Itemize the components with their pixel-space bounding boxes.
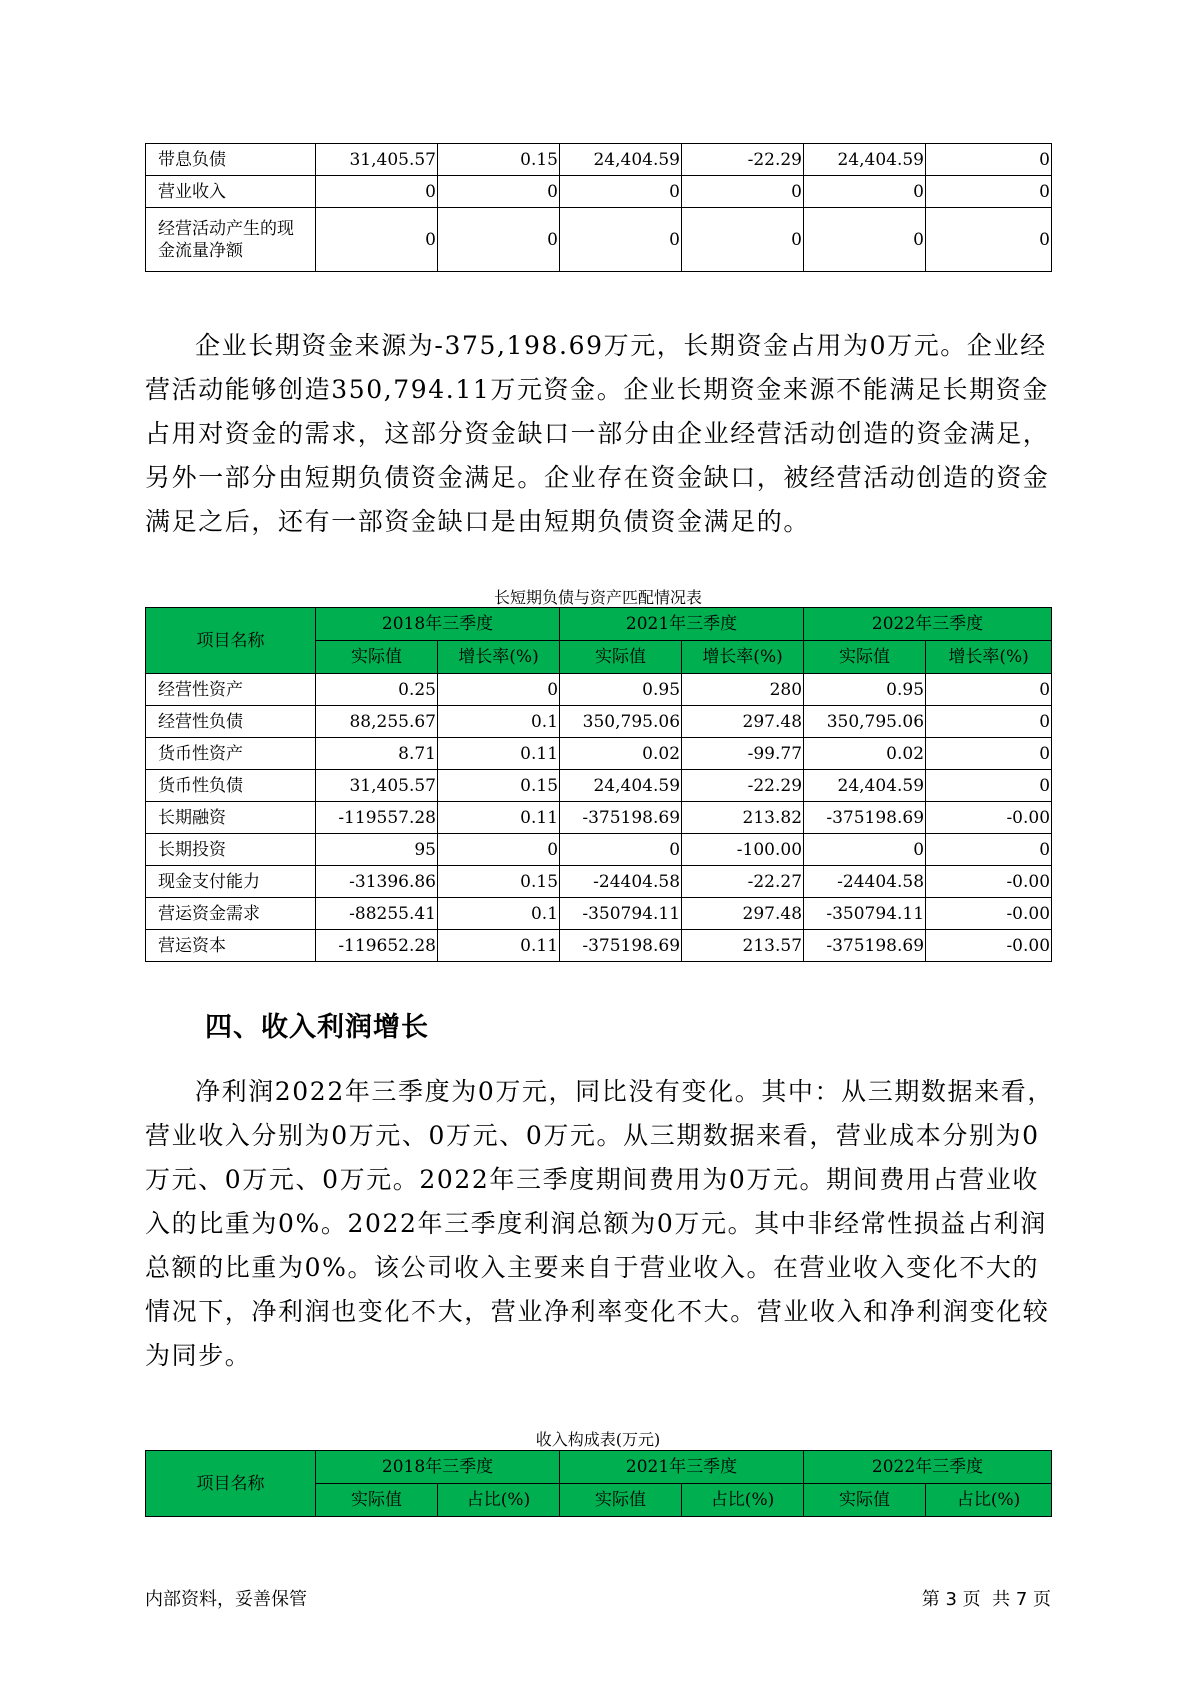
cell: -22.29: [682, 144, 804, 176]
cell: 0: [926, 176, 1052, 208]
row-name: 长期融资: [146, 802, 316, 834]
cell: 0.25: [316, 674, 438, 706]
table-row: [146, 898, 1052, 930]
table-row: [146, 706, 1052, 738]
income-table: [145, 1450, 1052, 1517]
header-period: 2021年三季度: [560, 608, 804, 641]
cell: 0: [926, 770, 1052, 802]
cell: 297.48: [682, 706, 804, 738]
cell: 0: [926, 144, 1052, 176]
header-share: 占比(%): [682, 1484, 804, 1517]
cell: -99.77: [682, 738, 804, 770]
cell: -88255.41: [316, 898, 438, 930]
header-actual: 实际值: [560, 1484, 682, 1517]
cell: 0.02: [804, 738, 926, 770]
header-actual: 实际值: [560, 641, 682, 674]
row-name: 货币性资产: [146, 738, 316, 770]
cell: 0: [926, 706, 1052, 738]
table-header-row: [146, 1451, 1052, 1484]
cell: 0: [804, 176, 926, 208]
cell: 0.95: [560, 674, 682, 706]
header-actual: 实际值: [804, 1484, 926, 1517]
cell: 0: [438, 834, 560, 866]
header-period: 2018年三季度: [316, 1451, 560, 1484]
cell: 24,404.59: [804, 144, 926, 176]
header-share: 占比(%): [438, 1484, 560, 1517]
cell: 0.15: [438, 866, 560, 898]
header-period: 2022年三季度: [804, 1451, 1052, 1484]
footer-confidential: 内部资料，妥善保管: [145, 1589, 307, 1610]
cell: 0: [438, 674, 560, 706]
table-row: [146, 176, 1052, 208]
table-header-row: [146, 608, 1052, 641]
cell: -119652.28: [316, 930, 438, 962]
cell: -350794.11: [804, 898, 926, 930]
matching-table: [145, 607, 1052, 962]
cell: 0: [926, 208, 1052, 272]
row-name: 经营活动产生的现金流量净额: [146, 208, 316, 272]
row-name: 经营性资产: [146, 674, 316, 706]
cell: 24,404.59: [804, 770, 926, 802]
paragraph-income: 净利润2022年三季度为0万元，同比没有变化。其中：从三期数据来看，营业收入分别为0万元、0万元、0万元。从三期数据来看，营业成本分别为0万元、0万元、0万元。2022年三季度期间费用为0万元。期间费用占营业收入的比重为0%。2022年三季度利润总额为0万元。其中非经常性损益占利润总额的比重为0%。该公司收入主要来自于营业收入。在营业收入变化不大的情况下，净利润也变化不大，营业净利率变化不大。营业收入和净利润变化较为同步。: [145, 1077, 1054, 1370]
header-growth: 增长率(%): [926, 641, 1052, 674]
header-growth: 增长率(%): [682, 641, 804, 674]
header-period: 2022年三季度: [804, 608, 1052, 641]
cell: 0.02: [560, 738, 682, 770]
cell: -24404.58: [804, 866, 926, 898]
cell: -22.27: [682, 866, 804, 898]
cell: 0: [560, 176, 682, 208]
table-row: [146, 208, 1052, 272]
cell: 0: [316, 176, 438, 208]
cell: 8.71: [316, 738, 438, 770]
cell: 0: [804, 834, 926, 866]
header-actual: 实际值: [804, 641, 926, 674]
header-item-name: 项目名称: [146, 1451, 316, 1517]
cell: -22.29: [682, 770, 804, 802]
cell: 350,795.06: [560, 706, 682, 738]
cell: 0: [926, 834, 1052, 866]
table-row: [146, 738, 1052, 770]
cell: -119557.28: [316, 802, 438, 834]
cell: 0.15: [438, 144, 560, 176]
cell: 297.48: [682, 898, 804, 930]
table-caption: 长短期负债与资产匹配情况表: [493, 588, 702, 607]
cell: -31396.86: [316, 866, 438, 898]
cell: 31,405.57: [316, 144, 438, 176]
top-table: [145, 143, 1052, 272]
row-name: 营运资金需求: [146, 898, 316, 930]
table-row: [146, 770, 1052, 802]
cell: 0: [682, 208, 804, 272]
header-actual: 实际值: [316, 1484, 438, 1517]
cell: 24,404.59: [560, 144, 682, 176]
row-name: 现金支付能力: [146, 866, 316, 898]
cell: 88,255.67: [316, 706, 438, 738]
cell: 0.11: [438, 930, 560, 962]
cell: 0.15: [438, 770, 560, 802]
cell: 0.1: [438, 706, 560, 738]
paragraph-funding: 企业长期资金来源为-375,198.69万元，长期资金占用为0万元。企业经营活动能够创造350,794.11万元资金。企业长期资金来源不能满足长期资金占用对资金的需求，这部分资金缺口一部分由企业经营活动创造的资金满足，另外一部分由短期负债资金满足。企业存在资金缺口，被经营活动创造的资金满足之后，还有一部资金缺口是由短期负债资金满足的。: [145, 331, 1050, 536]
header-period: 2018年三季度: [316, 608, 560, 641]
cell: 213.82: [682, 802, 804, 834]
table-caption: 收入构成表(万元): [535, 1430, 661, 1449]
cell: -350794.11: [560, 898, 682, 930]
row-name: 营业收入: [146, 176, 316, 208]
table-row: [146, 674, 1052, 706]
cell: 350,795.06: [804, 706, 926, 738]
cell: 0: [438, 208, 560, 272]
header-period: 2021年三季度: [560, 1451, 804, 1484]
footer-page-number: 第 3 页 共 7 页: [921, 1589, 1051, 1610]
cell: -0.00: [926, 930, 1052, 962]
table-row: [146, 802, 1052, 834]
cell: 0: [560, 208, 682, 272]
cell: 95: [316, 834, 438, 866]
header-item-name: 项目名称: [146, 608, 316, 674]
cell: 0: [926, 674, 1052, 706]
table-row: [146, 834, 1052, 866]
cell: -100.00: [682, 834, 804, 866]
cell: 0: [682, 176, 804, 208]
cell: -0.00: [926, 802, 1052, 834]
cell: 0: [438, 176, 560, 208]
section-heading: 四、收入利润增长: [205, 1012, 429, 1043]
cell: 0: [804, 208, 926, 272]
cell: -0.00: [926, 866, 1052, 898]
cell: -375198.69: [560, 930, 682, 962]
row-name: 货币性负债: [146, 770, 316, 802]
cell: 0.11: [438, 802, 560, 834]
row-name: 长期投资: [146, 834, 316, 866]
cell: -375198.69: [804, 930, 926, 962]
cell: -24404.58: [560, 866, 682, 898]
cell: 0.1: [438, 898, 560, 930]
cell: 0: [560, 834, 682, 866]
cell: -375198.69: [804, 802, 926, 834]
table-row: [146, 144, 1052, 176]
cell: 31,405.57: [316, 770, 438, 802]
row-name: 营运资本: [146, 930, 316, 962]
cell: 280: [682, 674, 804, 706]
header-actual: 实际值: [316, 641, 438, 674]
cell: 213.57: [682, 930, 804, 962]
header-share: 占比(%): [926, 1484, 1052, 1517]
cell: 0: [926, 738, 1052, 770]
cell: 0.95: [804, 674, 926, 706]
cell: -375198.69: [560, 802, 682, 834]
row-name: 经营性负债: [146, 706, 316, 738]
table-row: [146, 866, 1052, 898]
header-growth: 增长率(%): [438, 641, 560, 674]
table-row: [146, 930, 1052, 962]
cell: 24,404.59: [560, 770, 682, 802]
cell: -0.00: [926, 898, 1052, 930]
cell: 0.11: [438, 738, 560, 770]
cell: 0: [316, 208, 438, 272]
row-name: 带息负债: [146, 144, 316, 176]
